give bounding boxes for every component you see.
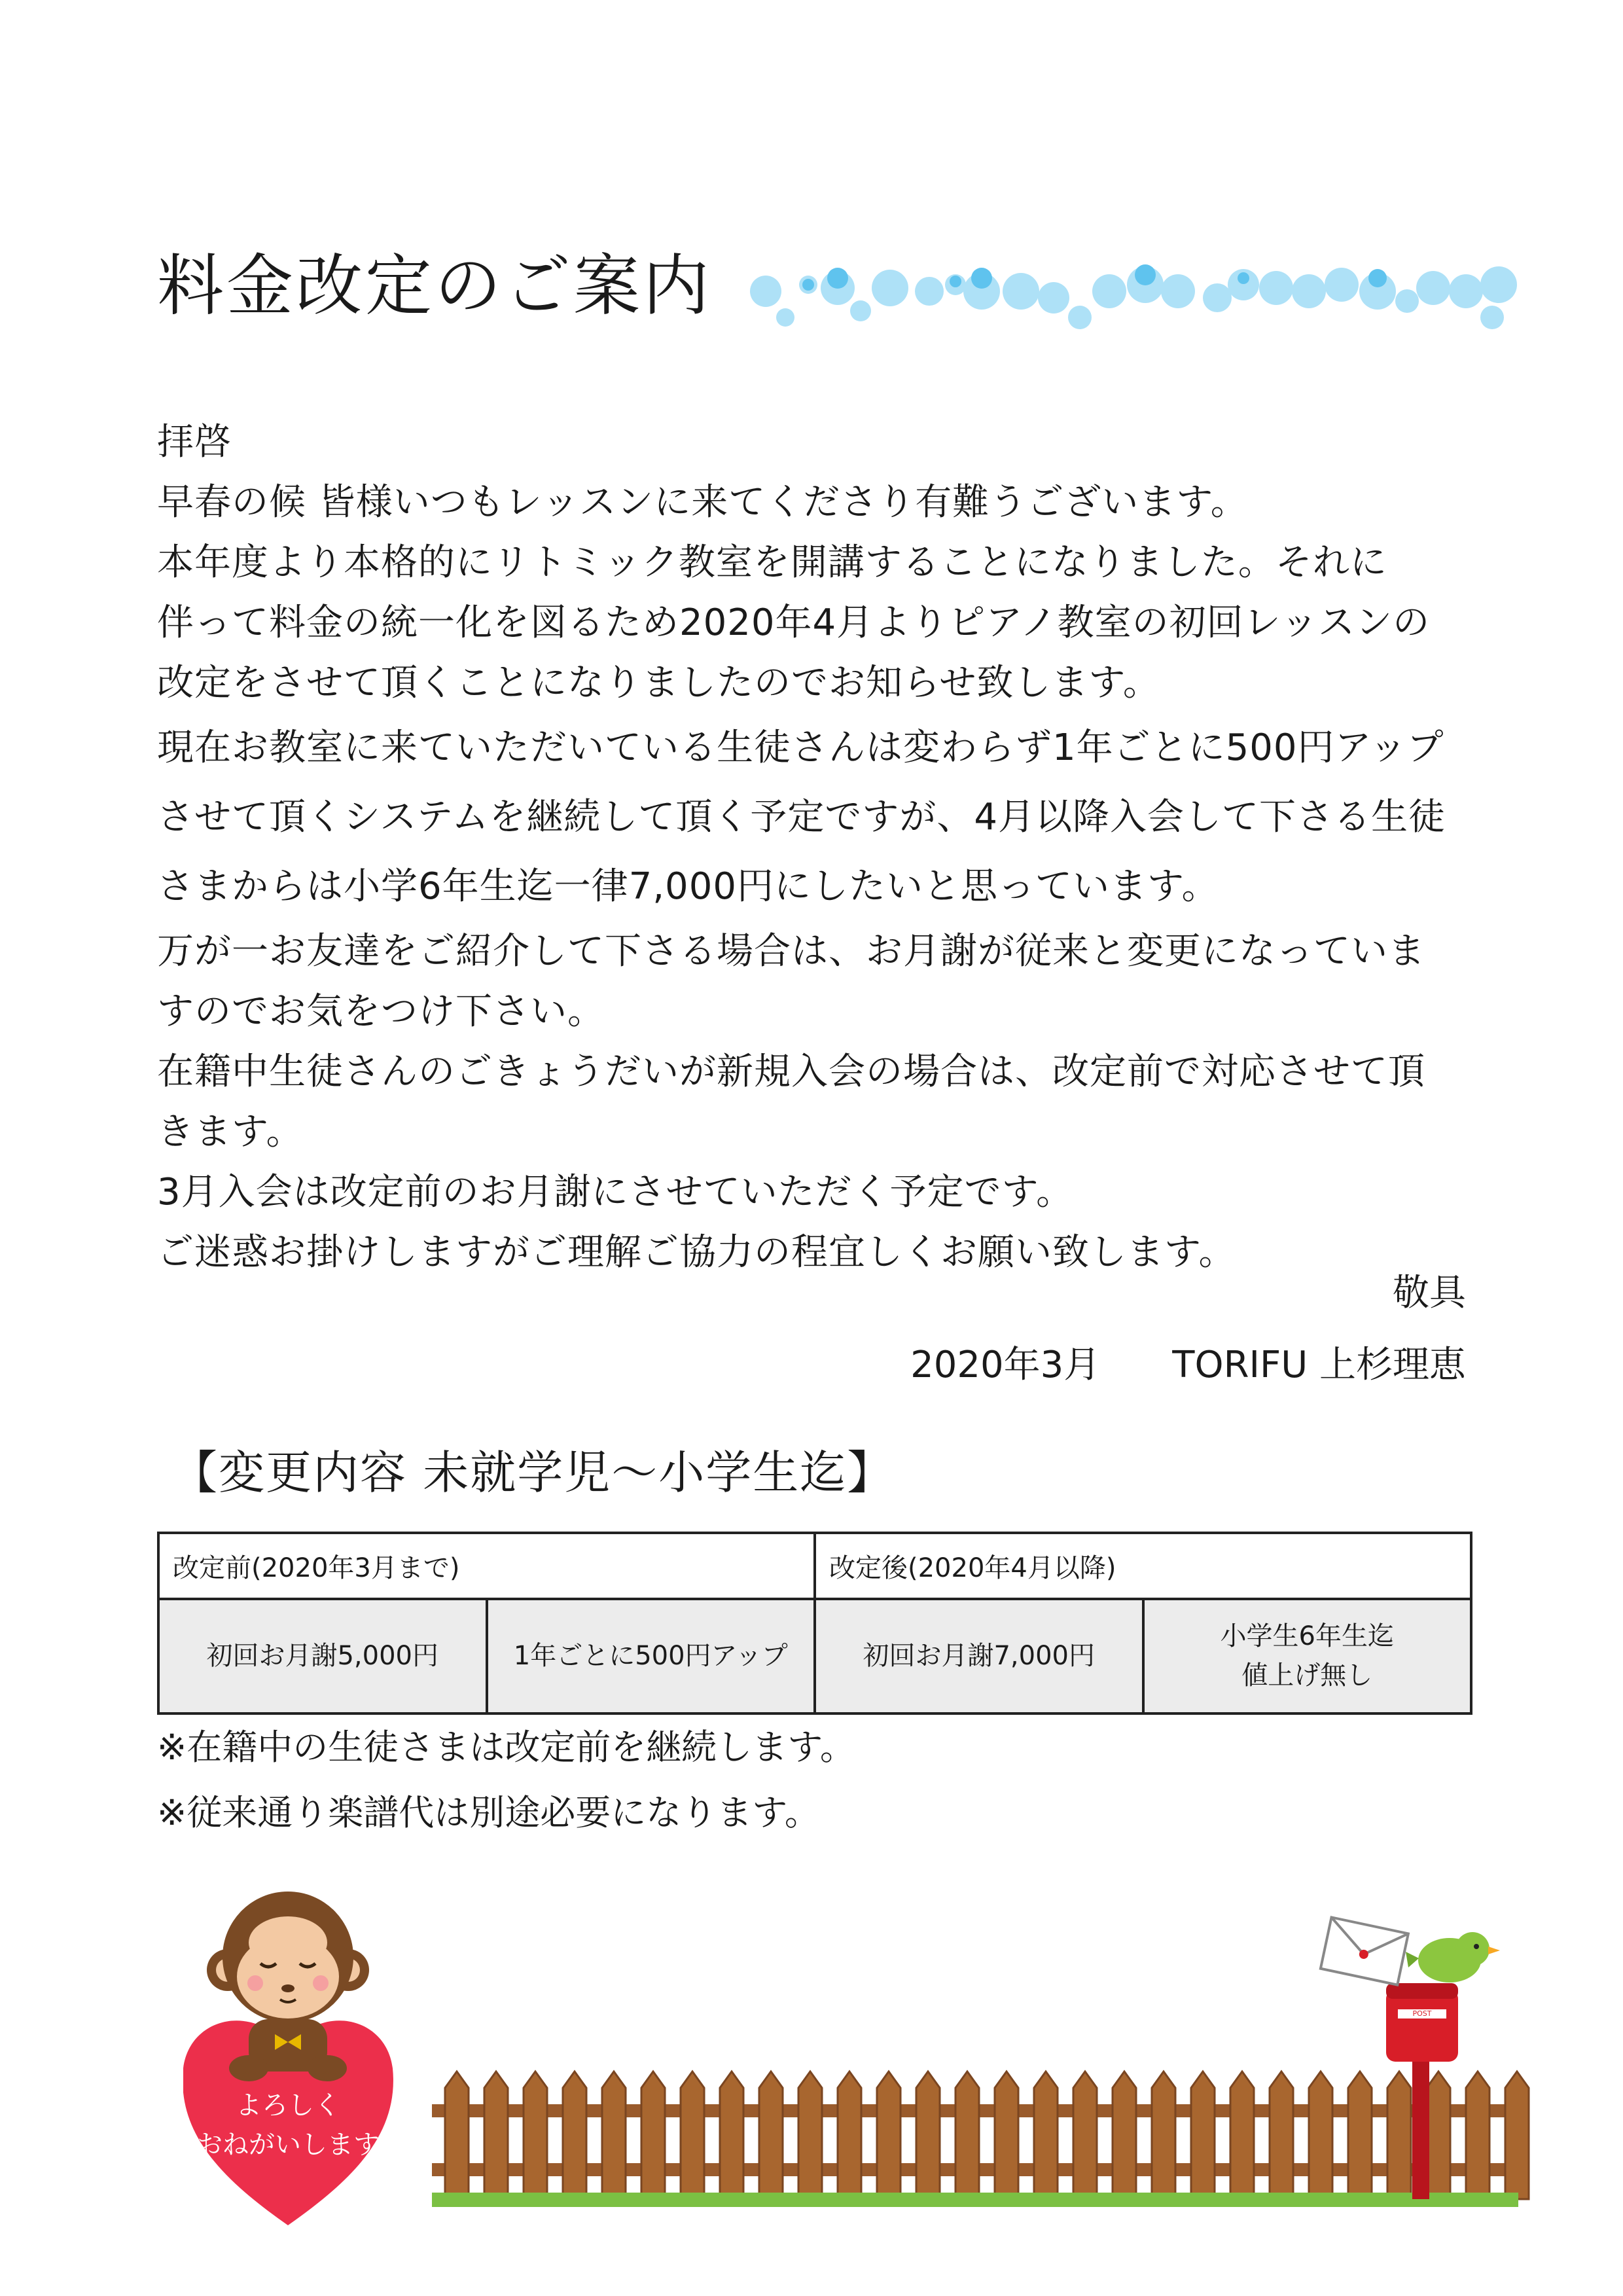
sender-name: TORIFU 上杉理恵 [1172, 1344, 1466, 1386]
fence-picket [798, 2072, 822, 2199]
salutation: 拝啓 [157, 421, 232, 463]
fence-picket [1270, 2072, 1293, 2199]
fence-picket [1348, 2072, 1372, 2199]
bird-icon [1406, 1932, 1500, 1982]
fence-picket [681, 2072, 704, 2199]
fence-picket [1427, 2072, 1450, 2199]
signature [910, 1335, 1466, 1395]
fence-picket [1309, 2072, 1332, 2199]
bubble-decoration [746, 252, 1518, 337]
fence-picket [524, 2072, 547, 2199]
after-note-line: 値上げ無し [1241, 1660, 1373, 1691]
fence-picket [877, 2072, 901, 2199]
letter-line: さまからは小学6年生迄一律7,000円にしたいと思っています。 [157, 865, 1219, 908]
fence-picket [1230, 2072, 1254, 2199]
fence-picket [995, 2072, 1018, 2199]
before-increase-cell: 1年ごとに500円アップ [487, 1599, 815, 1713]
fence-picket [759, 2072, 783, 2199]
fence-picket [1505, 2072, 1529, 2199]
envelope-icon [1321, 1917, 1408, 1984]
fence-picket [1152, 2072, 1175, 2199]
letter-line: 本年度より本格的にリトミック教室を開講することになりました。それに [157, 541, 1387, 584]
letter-line: 在籍中生徒さんのごきょうだいが新規入会の場合は、改定前で対応させて頂 [157, 1050, 1425, 1093]
letter-line: きます。 [157, 1111, 304, 1153]
letter-line: 万が一お友達をご紹介して下さる場合は、お月謝が従来と変更になっていま [157, 930, 1425, 973]
letter-line: 早春の候 皆様いつもレッスンに来てくださり有難うございます。 [157, 481, 1248, 524]
heart-text: おねがいします [196, 2130, 380, 2160]
note-item: ※在籍中の生徒さまは改定前を継続します。 [157, 1727, 855, 1768]
fence-picket [1191, 2072, 1215, 2199]
section-heading: 【変更内容 未就学児～小学生迄】 [171, 1446, 895, 1499]
fence-picket [916, 2072, 940, 2199]
letter-body [157, 412, 1479, 1283]
fence-picket [1073, 2072, 1097, 2199]
before-fee-cell: 初回お月謝5,000円 [158, 1599, 487, 1713]
fence-picket [1113, 2072, 1136, 2199]
fence-illustration [432, 2072, 1529, 2207]
fence-picket [445, 2072, 469, 2199]
letter-line: 伴って料金の統一化を図るため2020年4月よりピアノ教室の初回レッスンの [157, 601, 1431, 644]
table-row [158, 1599, 1471, 1713]
fence-picket [641, 2072, 665, 2199]
fee-table [157, 1532, 1472, 1715]
letter-line: させて頂くシステムを継続して頂く予定ですが、4月以降入会して下さる生徒 [157, 796, 1446, 838]
fence-picket [955, 2072, 979, 2199]
closing: 敬具 [1393, 1272, 1466, 1314]
after-note-cell [1143, 1599, 1472, 1713]
fence-picket [563, 2072, 586, 2199]
fence-picket [838, 2072, 861, 2199]
table-header-row [158, 1533, 1471, 1599]
before-header: 改定前(2020年3月まで) [158, 1533, 815, 1599]
letter-line: 改定をさせて頂くことになりましたのでお知らせ致します。 [157, 662, 1160, 704]
fence-picket [484, 2072, 508, 2199]
mailbox-label: POST [1412, 2009, 1432, 2018]
after-fee-cell: 初回お月謝7,000円 [815, 1599, 1143, 1713]
notes [157, 1715, 855, 1846]
fence-picket [602, 2072, 626, 2199]
fence-picket [720, 2072, 743, 2199]
letter-line: ご迷惑お掛けしますがご理解ご協力の程宜しくお願い致します。 [157, 1231, 1236, 1274]
page-title: 料金改定のご案内 [157, 247, 712, 325]
fence-picket [1387, 2072, 1411, 2199]
footer-illustration [183, 1872, 1531, 2238]
letter-date: 2020年3月 [910, 1344, 1101, 1386]
fence-picket [1466, 2072, 1489, 2199]
after-header: 改定後(2020年4月以降) [815, 1533, 1471, 1599]
letter-line: 3月入会は改定前のお月謝にさせていただく予定です。 [157, 1171, 1074, 1213]
note-item: ※従来通り楽譜代は別途必要になります。 [157, 1792, 820, 1833]
letter-line: すのでお気をつけ下さい。 [157, 990, 605, 1033]
heart-text: よろしく [236, 2090, 340, 2121]
after-note-line: 小学生6年生迄 [1220, 1621, 1394, 1652]
letter-line: 現在お教室に来ていただいている生徒さんは変わらず1年ごとに500円アップ [157, 726, 1444, 769]
fence-picket [1034, 2072, 1058, 2199]
